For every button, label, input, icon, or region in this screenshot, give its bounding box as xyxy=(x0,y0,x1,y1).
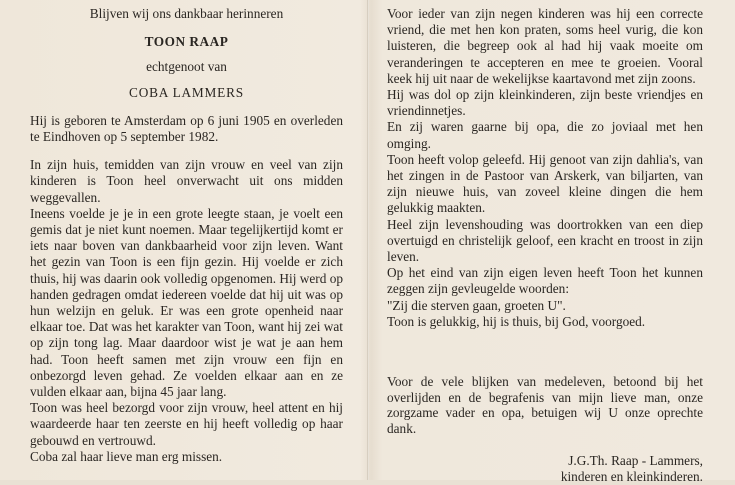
right-paragraph-2: Hij was dol op zijn kleinkinderen, zijn beste vriendjes en vriendinnetjes. xyxy=(387,87,703,119)
signature-line-1: J.G.Th. Raap - Lammers, xyxy=(568,453,703,469)
left-paragraph-4: Coba zal haar lieve man erg missen. xyxy=(30,448,223,464)
birth-death-text: Hij is geboren te Amsterdam op 6 juni 1905 en overleden te Eindhoven op 5 september 1982. xyxy=(30,112,343,145)
left-paragraph-3: Toon was heel bezorgd voor zijn vrouw, heel attent en hij waardeerde haar ten zeerste en hij heeft volledig op haar gebouwd en vertrouwd. xyxy=(30,400,343,448)
deceased-name: TOON RAAP xyxy=(144,34,229,50)
right-paragraph-1: Voor ieder van zijn negen kinderen was hij een correcte vriend, die met hen kon praten, soms heel vurig, die kon luisteren, die begreep ook al had hij vaak moeite om veranderingen te accepteren en mee te groeien. Vooral keek hij uit naar de wekelijkse kaartavond met zijn zoons. xyxy=(387,6,703,86)
spouse-name: COBA LAMMERS xyxy=(129,84,244,100)
right-paragraph-7: Toon is gelukkig, hij is thuis, bij God, voorgoed. xyxy=(387,313,646,329)
right-page xyxy=(387,6,703,330)
card-fold xyxy=(367,0,369,480)
left-page xyxy=(30,6,343,465)
thanks-text: Voor de vele blijken van medeleven, betoond bij het overlijden en de begrafenis van mijn lieve man, onze zorgzame vader en opa, betuigen wij U onze oprechte dank. xyxy=(387,374,703,436)
right-paragraph-3: En zij waren gaarne bij opa, die zo joviaal met hen omging. xyxy=(387,119,703,151)
left-paragraph-2: Ineens voelde je je in een grote leegte staan, je voelt een gemis dat je niet kunt noemen. Maar tegelijkertijd komt er iets naar boven van dankbaarheid voor zijn leven. Want het gezin van Toon is een fijn gezin. Hij voelde er zich thuis, hij was daarin ook volledig opgenomen. Hij werd op handen gedragen omdat iedereen voelde dat hij uit was op hun welzijn en geluk. Er was een grote openheid naar elkaar toe. Dat was het karakter van Toon, want hij zei wat op zijn tong lag. Maar daardoor wist je wat je aan hem had. Toon heeft samen met zijn vrouw een fijn en onbezorgd leven gehad. Ze voelden elkaar aan en ze vulden elkaar aan, bijna 45 jaar lang. xyxy=(30,205,343,400)
quote-text: "Zij die sterven gaan, groeten U". xyxy=(387,297,566,313)
right-paragraph-6: Op het eind van zijn eigen leven heeft Toon het kunnen zeggen zijn gevleugelde woorden: xyxy=(387,265,703,297)
header-line: Blijven wij ons dankbaar herinneren xyxy=(89,6,284,21)
right-paragraph-5: Heel zijn levenshouding was doortrokken van een diep overtuigd en christelijk geloof, een kracht en troost in zijn leven. xyxy=(387,216,703,265)
left-paragraph-1: In zijn huis, temidden van zijn vrouw en veel van zijn kinderen is Toon heel onverwacht uit ons midden weggevallen. xyxy=(30,157,343,205)
thanks-block xyxy=(387,374,703,485)
signature-line-2: kinderen en kleinkinderen. xyxy=(560,468,703,484)
relation-text: echtgenoot van xyxy=(146,59,227,75)
right-paragraph-4: Toon heeft volop geleefd. Hij genoot van zijn dahlia's, van het zingen in de Pastoor van Arskerk, van biljarten, van zijn nieuwe huis, van zoveel kleine dingen die hem gelukkig maakten. xyxy=(387,151,703,216)
